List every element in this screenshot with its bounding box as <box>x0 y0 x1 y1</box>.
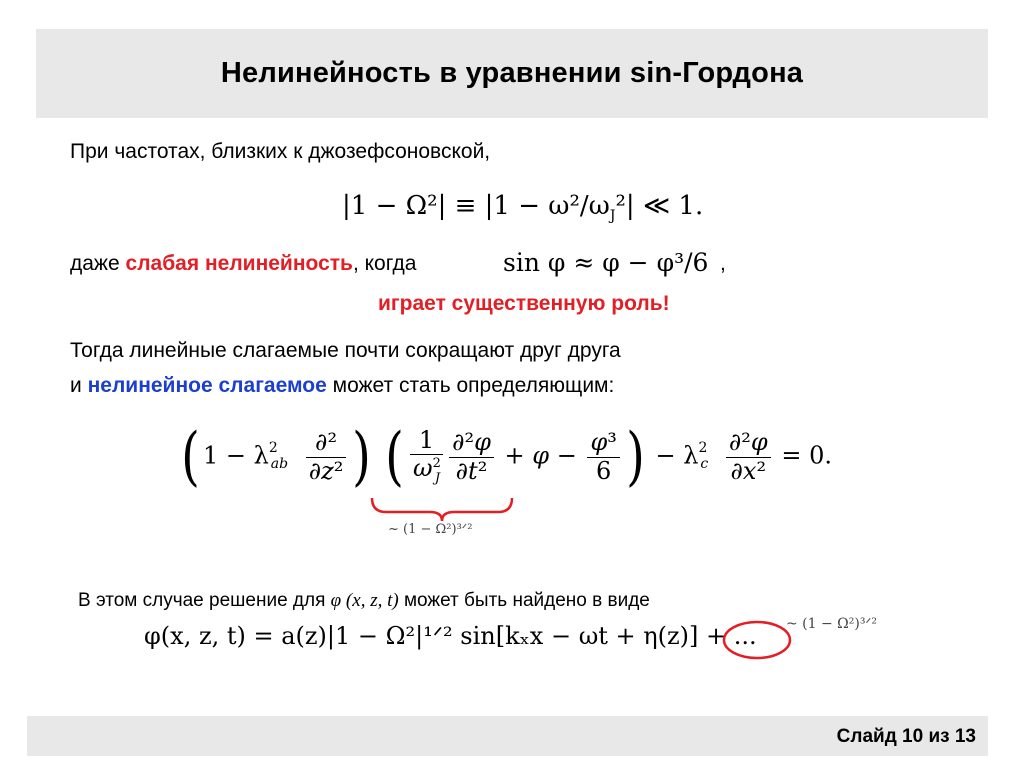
main-equation: ( $1 - \lambda^2ab$ $\frac{\text{∂²}}{\text{∂z²}}$ ) ( $\frac{1}{\omega^2_J}$ $\frac{\text{∂²φ}}{\text{∂t²}}$ + φ − $\frac{\text{φ³}}{6}$ ) − $\lambda^2c$ $\frac{\text{∂²φ}}{\text{∂x²}}$ = 0. <box>181 420 832 494</box>
formula-sine-expansion: sin φ ≈ φ − φ³/6 <box>503 248 709 277</box>
slide-title: Нелинейность в уравнении sin-Гордона <box>220 57 804 89</box>
title-bar <box>36 29 988 118</box>
highlight-important-role: играет существенную роль! <box>378 292 670 315</box>
highlight-red: слабая нелинейность <box>125 252 353 275</box>
text-part: может быть найдено в виде <box>403 590 650 611</box>
red-brace <box>372 498 512 521</box>
formula-part: ²| ≪ 1. <box>615 191 704 221</box>
higher-order-annotation: ~ (1 − Ω²)³ᐟ² <box>786 616 878 632</box>
text-part: , когда <box>352 252 417 275</box>
formula-part: φ(x, z, t) = a(z)|1 − Ω²|¹ᐟ² sin[kₓx − ωt + η(z)] + <box>144 622 727 650</box>
text-part: и <box>70 374 82 397</box>
linear-terms-line: Тогда линейные слагаемые почти сокращают друг друга <box>70 339 621 362</box>
text-part: может стать определяющим: <box>332 374 615 397</box>
footer-bar <box>27 716 988 756</box>
formula-part: |1 − Ω²| ≡ |1 − ω²/ω <box>342 191 610 221</box>
slide-counter: Слайд 10 из 13 <box>836 726 976 747</box>
comma: , <box>720 252 726 275</box>
formula-subscript: J <box>609 208 616 225</box>
solution-formula <box>144 622 757 650</box>
math-inline: φ (x, z, t) <box>330 590 399 611</box>
brace-annotation: ~ (1 − Ω²)³ᐟ² <box>388 522 473 537</box>
higher-order-terms: ... <box>733 622 757 650</box>
weak-nonlinearity-line <box>70 252 416 276</box>
highlight-blue: нелинейное слагаемое <box>87 374 327 397</box>
text-part: В этом случае решение для <box>78 590 326 611</box>
nonlinear-term-line <box>70 374 614 398</box>
text-part: даже <box>70 252 120 275</box>
solution-form-line <box>78 590 650 612</box>
formula-josephson-condition <box>342 191 703 224</box>
intro-line: При частотах, близких к джозефсоновской, <box>70 140 491 163</box>
